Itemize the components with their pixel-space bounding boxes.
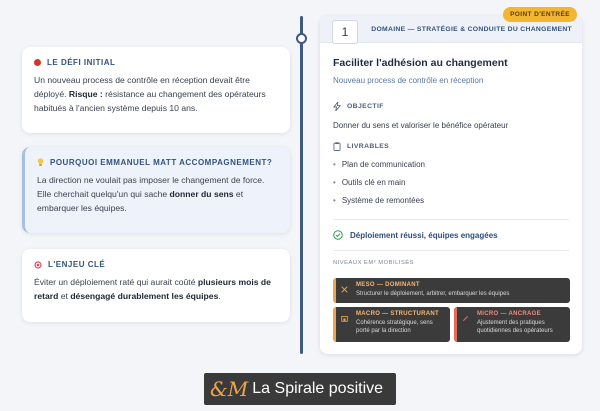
list-item: • Système de remontées xyxy=(333,196,569,205)
level-title: MICRO — ANCRAGE xyxy=(477,311,541,317)
step-panel xyxy=(320,16,582,354)
card-text: Éviter un déploiement raté qui aurait coûté plusieurs mois de retard et désengagé durablement les équipes. xyxy=(34,277,271,301)
logo xyxy=(204,373,396,405)
red-dot-icon xyxy=(34,59,41,66)
entry-point-badge: POINT D'ENTRÉE xyxy=(503,7,577,22)
card-title: L'ENJEU CLÉ xyxy=(48,260,106,269)
level-text: Ajustement des pratiques quotidiennes des opérateurs xyxy=(477,320,553,334)
lightbulb-icon xyxy=(37,158,44,167)
card-enjeu-cle xyxy=(22,249,290,322)
list-item: • Plan de communication xyxy=(333,160,569,169)
panel-title: Faciliter l'adhésion au changement xyxy=(333,57,508,69)
timeline-line xyxy=(300,16,303,354)
level-text: Structurer le déploiement, arbitrer, embarquer les équipes xyxy=(356,291,510,297)
card-pourquoi xyxy=(22,147,290,233)
objectif-text: Donner du sens et valoriser le bénéfice opérateur xyxy=(333,121,509,130)
card-title: LE DÉFI INITIAL xyxy=(47,58,116,67)
success-text: Déploiement réussi, équipes engagées xyxy=(350,230,498,240)
level-macro xyxy=(333,307,450,342)
card-text: Un nouveau process de contrôle en réception devait être déployé. Risque : résistance au changement des opérateurs habitués à l'ancien système depuis 10 ans. xyxy=(34,75,266,113)
level-title: MACRO — STRUCTURANT xyxy=(356,311,440,317)
tools-icon xyxy=(341,286,348,293)
building-icon xyxy=(341,315,348,322)
pencil-icon xyxy=(462,315,469,322)
livrables-label: LIVRABLES xyxy=(347,143,390,150)
card-text: La direction ne voulait pas imposer le changement de force. Elle cherchait quelqu'un qui sache donner du sens et embarquer les équipes. xyxy=(37,175,265,213)
level-text: Cohérence stratégique, sens porté par la direction xyxy=(356,320,433,334)
lightning-icon xyxy=(333,102,341,111)
check-circle-icon xyxy=(333,230,343,240)
livrables-list xyxy=(333,160,569,205)
level-micro xyxy=(454,307,570,342)
timeline-node xyxy=(296,33,307,44)
level-meso xyxy=(333,278,570,303)
card-title: POURQUOI EMMANUEL MATT ACCOMPAGNEMENT? xyxy=(50,158,273,167)
divider xyxy=(333,250,569,251)
clipboard-icon xyxy=(333,142,341,151)
divider xyxy=(333,219,569,220)
target-icon xyxy=(34,261,42,269)
domain-label: DOMAINE — STRATÉGIE & CONDUITE DU CHANGEMENT xyxy=(371,26,572,33)
logo-mark: &M xyxy=(210,377,249,401)
levels-label: NIVEAUX EM² MOBILISÉS xyxy=(333,260,415,266)
objectif-label: OBJECTIF xyxy=(347,103,384,110)
list-item: • Outils clé en main xyxy=(333,178,569,187)
logo-text: La Spirale positive xyxy=(252,380,384,397)
panel-subtitle: Nouveau process de contrôle en réception xyxy=(333,76,484,85)
level-title: MESO — DOMINANT xyxy=(356,282,420,288)
step-number: 1 xyxy=(332,20,358,44)
card-defi-initial xyxy=(22,47,290,133)
